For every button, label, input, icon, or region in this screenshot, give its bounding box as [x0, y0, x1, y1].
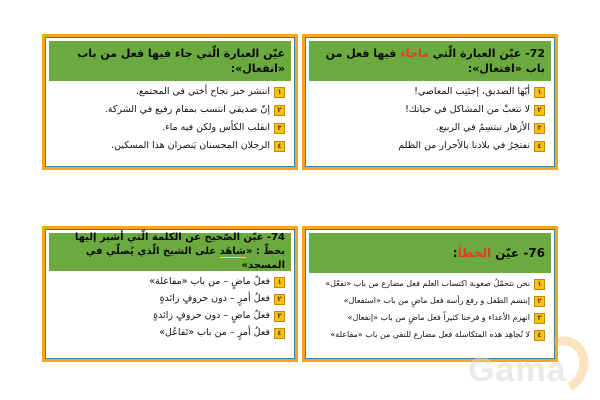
option-text: نفتخِرُ في بلادنا بالأحرار من الظلم [398, 140, 530, 151]
question-title [55, 231, 285, 273]
question-title: عيّن العبارة الّتي جاء فيها فعل من باب «انفعال»: [77, 47, 285, 75]
option-number-badge: ٢ [534, 105, 545, 116]
option-text: فعلٌ ماضٍ – دون حروفٍ زائدةٍ [153, 310, 270, 321]
option-number-badge: ١ [534, 87, 545, 98]
question-header [49, 233, 291, 271]
options-list [309, 81, 551, 152]
option-text: انتشر خبر نجاح أختي في المجتمع. [135, 86, 270, 97]
option-4[interactable] [53, 140, 285, 152]
watermark-text: Gama [468, 351, 567, 389]
option-text: إنّ صديقي انتسب بمقام رفيع في الشركة. [104, 104, 270, 115]
option-number-badge: ٤ [274, 328, 285, 339]
options-list [309, 273, 551, 341]
card-inner-frame [305, 37, 555, 167]
option-text: انهزم الأعداء و فرحنا كثيراً فعل ماضٍ من باب «إنفعال» [347, 313, 530, 322]
option-text: فعلٌ ماضٍ – من باب «مفاعلة» [149, 276, 270, 287]
title-highlight: الخطأ [457, 245, 492, 260]
option-4[interactable] [313, 140, 545, 152]
option-number-badge: ٢ [534, 296, 545, 307]
option-1[interactable] [53, 86, 285, 98]
option-text: لا تُجاهِد هذه المتكاسلة فعل مضارع للنفي من باب «مفاعلة» [330, 330, 530, 339]
option-3[interactable] [313, 312, 545, 324]
option-4[interactable] [53, 327, 285, 339]
options-list [49, 271, 291, 339]
option-3[interactable] [313, 122, 545, 134]
question-title [315, 46, 545, 76]
option-number-badge: ٣ [534, 123, 545, 134]
title-text: 76- عيّن [491, 245, 545, 260]
card-inner-frame [45, 37, 295, 167]
question-header [49, 41, 291, 81]
option-2[interactable] [313, 295, 545, 307]
title-text: 72- عيّن العبارة الّتي [428, 47, 545, 60]
options-list [49, 81, 291, 152]
option-text: الأزهار تبتسِمُ في الربيع. [435, 122, 530, 133]
option-4[interactable] [313, 329, 545, 341]
option-2[interactable] [53, 293, 285, 305]
question-card-72 [302, 34, 558, 170]
option-3[interactable] [53, 310, 285, 322]
option-number-badge: ٣ [534, 313, 545, 324]
option-text: انقلب الكأس ولكن فيه ماء. [162, 122, 270, 133]
option-number-badge: ٢ [274, 294, 285, 305]
option-text: لا تتعبْ من المشاكل في حياتك! [405, 104, 530, 115]
question-title [453, 246, 545, 261]
option-text: أيّها الصديق، إجتَنِب المعاصي! [414, 86, 530, 97]
option-1[interactable] [53, 276, 285, 288]
card-inner-frame [45, 229, 295, 359]
option-1[interactable] [313, 86, 545, 98]
title-highlight: شاهَد [219, 246, 246, 257]
title-text: فيها فعل من باب «افتعال»: [325, 47, 545, 75]
option-number-badge: ٢ [274, 105, 285, 116]
option-number-badge: ٤ [274, 141, 285, 152]
title-text: 74- عيّن الصّحيح عن الكلمة الّتي أشير إليها بخطّ : « [74, 232, 285, 257]
option-2[interactable] [53, 104, 285, 116]
title-text: : [452, 245, 458, 260]
title-text: على الشيخ الّذي يُصلّي في المسجد» [85, 246, 285, 271]
question-card-74 [42, 226, 298, 362]
option-number-badge: ١ [534, 279, 545, 290]
option-text: فعلُ أمرٍ – من باب «تَفاعُل» [159, 327, 270, 338]
card-inner-frame [305, 229, 555, 359]
option-1[interactable] [313, 278, 545, 290]
option-text: نحن نتحمّلُ صعوبة اكتساب العلم فعل مضارع من باب «تفعّل» [325, 279, 530, 288]
option-text: إبتسم الطفل و رفع رأسه فعل ماضٍ من باب «استفعال» [343, 296, 530, 305]
question-card-73 [42, 34, 298, 170]
option-text: فعلُ أمرٍ – دون حروفٍ زائدةٍ [159, 293, 270, 304]
option-2[interactable] [313, 104, 545, 116]
title-highlight: ماجاء [400, 47, 429, 60]
question-card-76 [302, 226, 558, 362]
option-number-badge: ٣ [274, 123, 285, 134]
option-number-badge: ١ [274, 277, 285, 288]
option-number-badge: ٤ [534, 330, 545, 341]
question-header [309, 41, 551, 81]
option-number-badge: ٣ [274, 311, 285, 322]
option-number-badge: ١ [274, 87, 285, 98]
option-3[interactable] [53, 122, 285, 134]
option-text: الرجلان المحسنان يَنصران هذا المسكين. [111, 140, 270, 151]
option-number-badge: ٤ [534, 141, 545, 152]
question-header [309, 233, 551, 273]
